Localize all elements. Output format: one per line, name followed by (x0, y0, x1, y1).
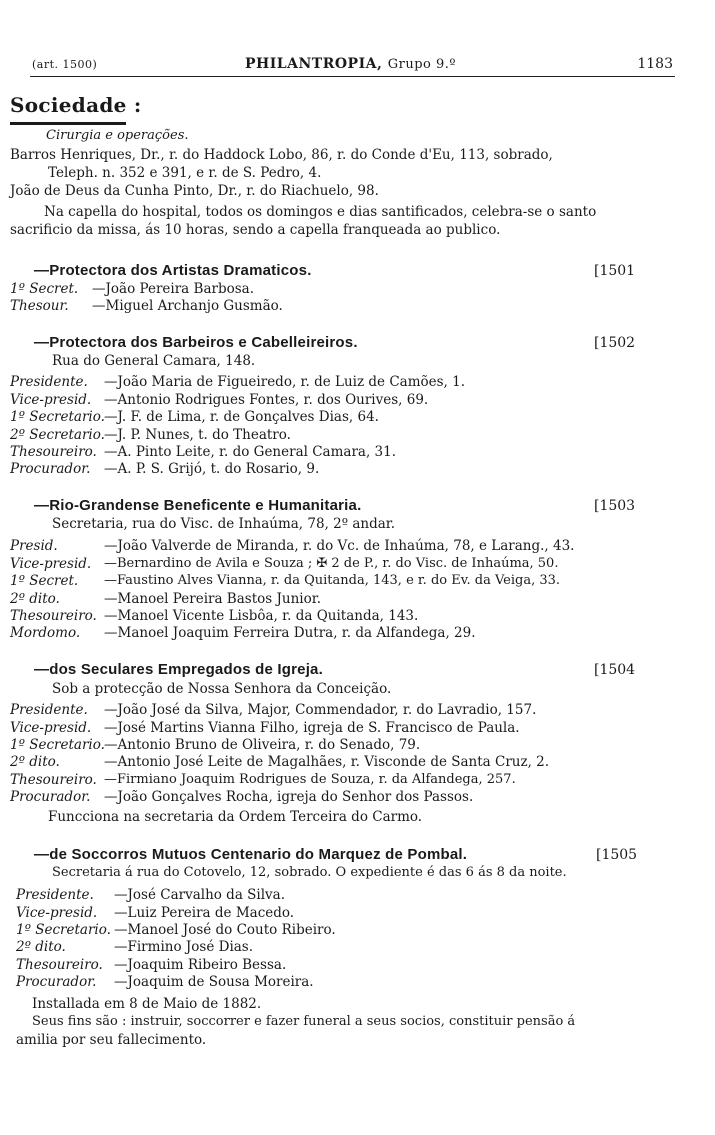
section-1503-number: [1503 (594, 498, 636, 514)
role-value: —Miguel Archanjo Gusmão. (92, 298, 283, 314)
role-label: Vice-presid. (10, 556, 92, 572)
role-label: Presidente. (16, 887, 94, 903)
role-label: Mordomo. (10, 625, 81, 641)
role-value: —Antonio Rodrigues Fontes, r. dos Ourives, 69. (104, 392, 429, 408)
role-value: —J. F. de Lima, r. de Gonçalves Dias, 64. (104, 409, 379, 425)
intro-line-5: sacrificio da missa, ás 10 horas, sendo a capella franqueada ao publico. (10, 222, 501, 238)
role-value: —João Pereira Barbosa. (92, 281, 254, 297)
section-1503-address: Secretaria, rua do Visc. de Inhaúma, 78, 2º andar. (52, 516, 396, 532)
role-value: —Manoel Vicente Lisbôa, r. da Quitanda, 143. (104, 608, 419, 624)
section-1505-address: Secretaria á rua do Cotovelo, 12, sobrado. O expediente é das 6 ás 8 da noite. (52, 865, 567, 880)
intro-subtitle: Cirurgia e operações. (46, 128, 189, 143)
role-label: Presidente. (10, 702, 88, 718)
section-title: Sociedade : (10, 93, 142, 117)
header-title-block (245, 56, 456, 72)
role-label: 1º Secretario. (10, 409, 105, 425)
role-label: 1º Secret. (10, 281, 79, 297)
role-value: —A. Pinto Leite, r. do General Camara, 31. (104, 444, 397, 460)
role-value: —José Carvalho da Silva. (114, 887, 286, 903)
intro-line-3: João de Deus da Cunha Pinto, Dr., r. do Riachuelo, 98. (10, 183, 379, 199)
role-label: Vice-presid. (10, 392, 92, 408)
section-1505-note-3: amilia por seu fallecimento. (16, 1032, 207, 1048)
header-title: PHILANTROPIA, (245, 56, 383, 72)
role-label: Vice-presid. (10, 720, 92, 736)
role-label: Procurador. (10, 789, 91, 805)
section-1504-address: Sob a protecção de Nossa Senhora da Conceição. (52, 681, 392, 697)
role-label: 2º dito. (10, 754, 60, 770)
role-value: —Manoel Pereira Bastos Junior. (104, 591, 321, 607)
intro-line-2: Teleph. n. 352 e 391, e r. de S. Pedro, 4. (48, 165, 322, 181)
section-1505-note-1: Installada em 8 de Maio de 1882. (32, 996, 262, 1012)
section-1504-note: Funcciona na secretaria da Ordem Terceira do Carmo. (48, 809, 423, 825)
role-value: —José Martins Vianna Filho, igreja de S. Francisco de Paula. (104, 720, 520, 736)
role-label: 1º Secretario. (10, 737, 105, 753)
role-label: Thesour. (10, 298, 69, 314)
intro-line-1: Barros Henriques, Dr., r. do Haddock Lobo, 86, r. do Conde d'Eu, 113, sobrado, (10, 147, 553, 163)
role-label: Procurador. (10, 461, 91, 477)
role-value: —Joaquim Ribeiro Bessa. (114, 957, 287, 973)
section-1504-title: —dos Seculares Empregados de Igreja. (34, 661, 323, 678)
section-1505-note-2: Seus fins são : instruir, soccorrer e fazer funeral a seus socios, constituir pensão á (32, 1014, 576, 1029)
section-1501-title: —Protectora dos Artistas Dramaticos. (34, 262, 312, 279)
intro-line-4: Na capella do hospital, todos os domingos e dias santificados, celebra-se o santo (44, 204, 597, 220)
role-label: 2º dito. (10, 591, 60, 607)
role-label: Presid. (10, 538, 58, 554)
role-value: —Antonio Bruno de Oliveira, r. do Senado, 79. (104, 737, 421, 753)
header-group: Grupo 9.º (387, 57, 457, 72)
role-label: Procurador. (16, 974, 97, 990)
role-label: 1º Secretario. (16, 922, 111, 938)
role-label: Thesoureiro. (16, 957, 103, 973)
section-1502-number: [1502 (594, 335, 636, 351)
page-number: 1183 (637, 56, 673, 72)
role-value: —Manoel José do Couto Ribeiro. (114, 922, 336, 938)
role-value: —Firmiano Joaquim Rodrigues de Souza, r. da Alfandega, 257. (104, 772, 516, 787)
role-label: Vice-presid. (16, 905, 98, 921)
role-value: —Manoel Joaquim Ferreira Dutra, r. da Alfandega, 29. (104, 625, 476, 641)
role-value: —J. P. Nunes, t. do Theatro. (104, 427, 291, 443)
role-value: —Firmino José Dias. (114, 939, 254, 955)
role-value: —Luiz Pereira de Macedo. (114, 905, 295, 921)
role-value: —João Valverde de Miranda, r. do Vc. de Inhaúma, 78, e Larang., 43. (104, 538, 575, 554)
role-value: —João José da Silva, Major, Commendador, r. do Lavradio, 157. (104, 702, 537, 718)
section-1502-address: Rua do General Camara, 148. (52, 353, 256, 369)
section-1501-number: [1501 (594, 263, 636, 279)
section-1502-title: —Protectora dos Barbeiros e Cabelleireiros. (34, 334, 358, 351)
role-label: Thesoureiro. (10, 772, 97, 788)
role-label: 1º Secret. (10, 573, 79, 589)
role-label: Thesoureiro. (10, 444, 97, 460)
section-1505-title: —de Soccorros Mutuos Centenario do Marquez de Pombal. (34, 846, 468, 863)
role-value: —João Gonçalves Rocha, igreja do Senhor dos Passos. (104, 789, 474, 805)
role-label: 2º dito. (16, 939, 66, 955)
role-label: Presidente. (10, 374, 88, 390)
role-value: —A. P. S. Grijó, t. do Rosario, 9. (104, 461, 320, 477)
header-article-ref: (art. 1500) (32, 58, 98, 71)
section-1504-number: [1504 (594, 662, 636, 678)
role-value: —Bernardino de Avila e Souza ; ✠ 2 de P., r. do Visc. de Inhaúma, 50. (104, 556, 559, 571)
page-header (30, 56, 675, 77)
section-1503-title: —Rio-Grandense Beneficente e Humanitaria. (34, 497, 362, 514)
role-value: —Faustino Alves Vianna, r. da Quitanda, 143, e r. do Ev. da Veiga, 33. (104, 573, 561, 588)
role-label: Thesoureiro. (10, 608, 97, 624)
role-value: —Joaquim de Sousa Moreira. (114, 974, 314, 990)
role-label: 2º Secretario. (10, 427, 105, 443)
title-underline (10, 122, 126, 125)
role-value: —João Maria de Figueiredo, r. de Luiz de Camões, 1. (104, 374, 465, 390)
role-value: —Antonio José Leite de Magalhães, r. Visconde de Santa Cruz, 2. (104, 754, 550, 770)
section-1505-number: [1505 (596, 847, 638, 863)
